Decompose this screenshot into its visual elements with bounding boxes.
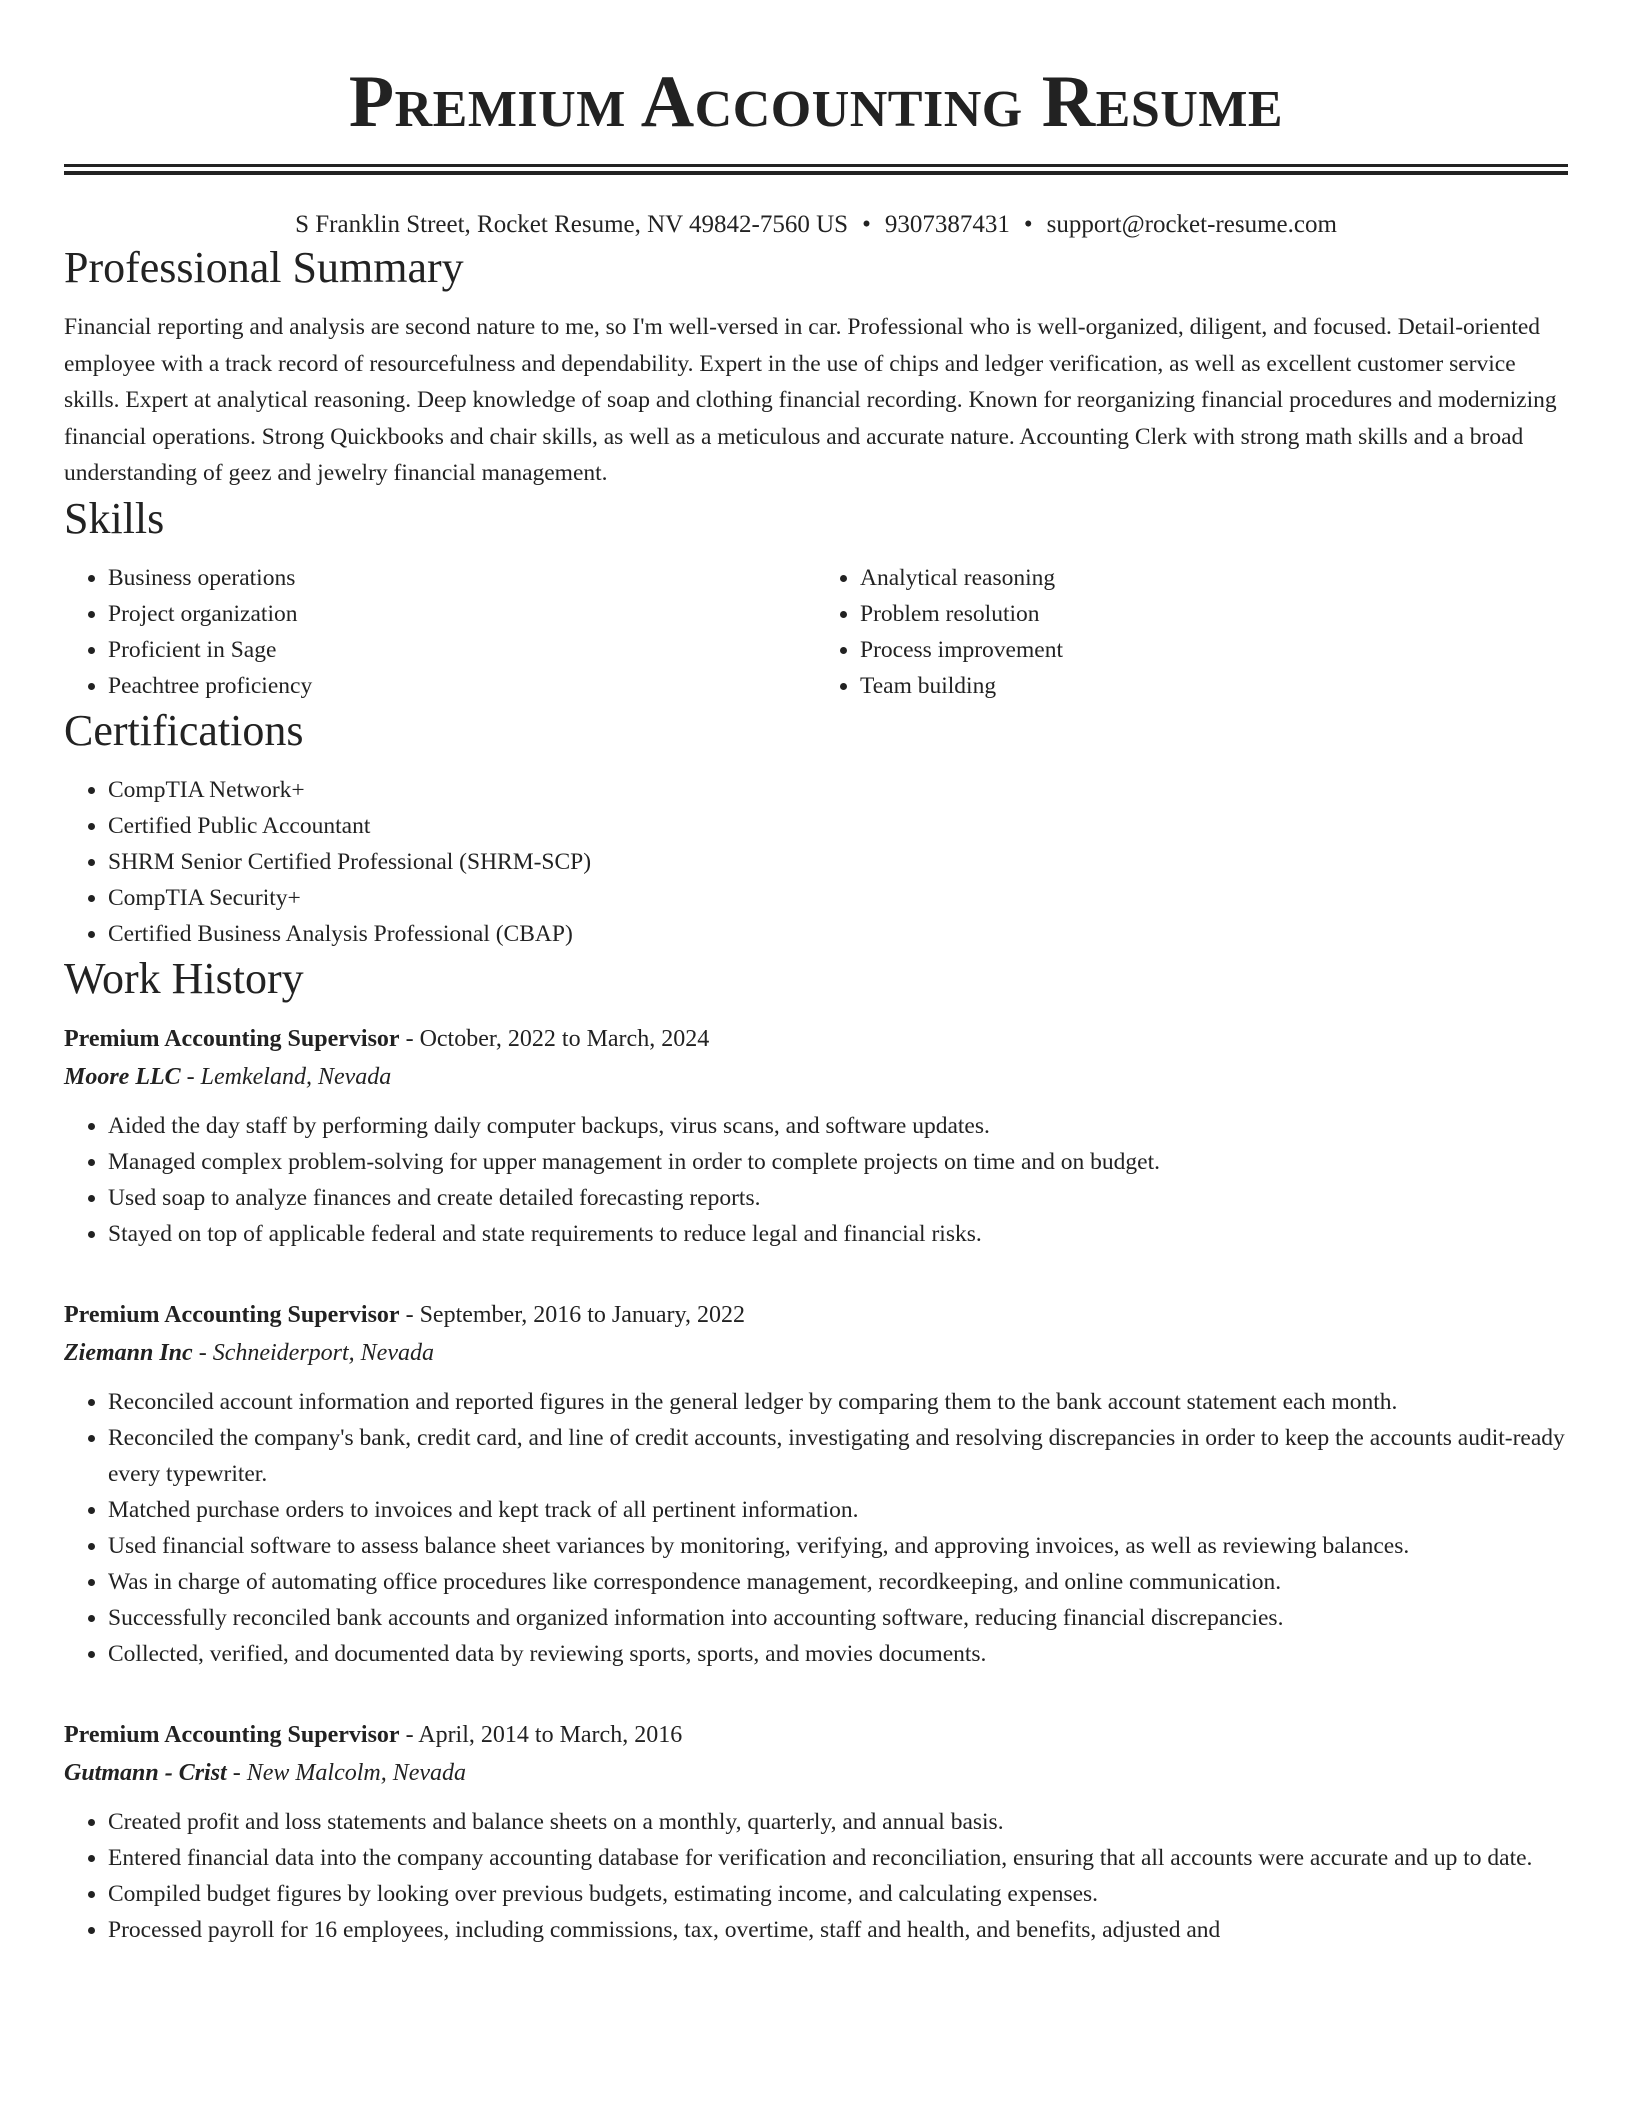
job-bullet: • Used financial software to assess balance sheet variances by monitoring, verifying, and approving invoices, as well as reviewing balances. <box>108 1528 1568 1564</box>
summary-heading: Professional Summary <box>64 243 464 292</box>
skills-list <box>64 560 1568 704</box>
resume-title: Premium Accounting Resume <box>348 61 1284 143</box>
job-title-line <box>64 1020 1568 1058</box>
job-dates: April, 2014 to March, 2016 <box>418 1721 683 1748</box>
job-dates: October, 2022 to March, 2024 <box>419 1025 710 1052</box>
job-role: Premium Accounting Supervisor <box>64 1721 400 1748</box>
job-dash: - <box>226 1759 247 1786</box>
skill-item: • Project organization <box>108 596 816 632</box>
job-title-line <box>64 1296 1568 1334</box>
job-bullet: • Compiled budget figures by looking over previous budgets, estimating income, and calculating expenses. <box>108 1876 1568 1912</box>
job-company-line <box>64 1334 1568 1372</box>
certification-item: • Certified Public Accountant <box>108 808 1568 844</box>
job-bullet: • Stayed on top of applicable federal and state requirements to reduce legal and financial risks. <box>108 1216 1568 1252</box>
job-bullet: • Aided the day staff by performing daily computer backups, virus scans, and software updates. <box>108 1108 1568 1144</box>
job-bullet: • Entered financial data into the company accounting database for verification and reconciliation, ensuring that all accounts were accurate and up to date. <box>108 1840 1568 1876</box>
job-bullet: • Used soap to analyze finances and create detailed forecasting reports. <box>108 1180 1568 1216</box>
certification-item: • CompTIA Security+ <box>108 880 1568 916</box>
contact-email[interactable]: support@rocket-resume.com <box>1046 211 1337 238</box>
job-bullet: • Collected, verified, and documented data by reviewing sports, sports, and movies documents. <box>108 1636 1568 1672</box>
skill-item: • Proficient in Sage <box>108 632 816 668</box>
certification-item: • Certified Business Analysis Professional (CBAP) <box>108 916 1568 952</box>
contact-phone: 9307387431 <box>884 211 1010 238</box>
job-bullet: • Successfully reconciled bank accounts and organized information into accounting software, reducing financial discrepancies. <box>108 1600 1568 1636</box>
job-bullet: • Was in charge of automating office procedures like correspondence management, recordkeeping, and online communication. <box>108 1564 1568 1600</box>
job-entry <box>64 1716 1568 1948</box>
job-bullets <box>64 1384 1568 1672</box>
job-dates: September, 2016 to January, 2022 <box>419 1301 745 1328</box>
contact-separator: • <box>862 211 871 238</box>
skill-item: • Team building <box>860 668 1568 704</box>
job-dash: - <box>192 1339 213 1366</box>
job-company: Gutmann - Crist <box>64 1759 227 1786</box>
certifications-list <box>64 772 1568 952</box>
job-role: Premium Accounting Supervisor <box>64 1301 400 1328</box>
skills-column-right <box>816 560 1568 704</box>
job-bullet: • Managed complex problem-solving for upper management in order to complete projects on time and on budget. <box>108 1144 1568 1180</box>
job-title-line <box>64 1716 1568 1754</box>
skill-item: • Analytical reasoning <box>860 560 1568 596</box>
skill-item: • Business operations <box>108 560 816 596</box>
contact-separator: • <box>1023 211 1033 238</box>
job-dash: - <box>399 1025 420 1052</box>
job-company: Ziemann Inc <box>64 1339 193 1366</box>
summary-text: Financial reporting and analysis are second nature to me, so I'm well-versed in car. Professional who is well-organized, diligent, and focused. Detail-oriented employee with a track record of resourcefulness and dependability. Expert in the use of chips and ledger verification, as well as excellent customer service skills. Expert at analytical reasoning. Deep knowledge of soap and clothing financial recording. Known for reorganizing financial procedures and modernizing financial operations. Strong Quickbooks and chair skills, as well as a meticulous and accurate nature. Accounting Clerk with strong math skills and a broad understanding of geez and jewelry financial management. <box>64 314 1557 486</box>
job-bullet: • Matched purchase orders to invoices and kept track of all pertinent information. <box>108 1492 1568 1528</box>
skill-item: • Process improvement <box>860 632 1568 668</box>
job-dash: - <box>399 1301 420 1328</box>
contact-address: S Franklin Street, Rocket Resume, NV 49842-7560 US <box>295 211 849 238</box>
job-entry <box>64 1020 1568 1252</box>
job-entry <box>64 1296 1568 1672</box>
work-history-heading: Work History <box>64 953 304 1003</box>
certifications-heading: Certifications <box>64 705 304 755</box>
skills-heading: Skills <box>64 493 165 543</box>
job-role: Premium Accounting Supervisor <box>64 1025 400 1052</box>
certification-item: • SHRM Senior Certified Professional (SHRM-SCP) <box>108 844 1568 880</box>
job-bullet: • Created profit and loss statements and balance sheets on a monthly, quarterly, and annual basis. <box>108 1804 1568 1840</box>
job-bullet: • Processed payroll for 16 employees, including commissions, tax, overtime, staff and health, and benefits, adjusted and <box>108 1912 1568 1948</box>
job-location: Lemkeland, Nevada <box>200 1063 392 1090</box>
job-dash: - <box>399 1721 419 1748</box>
job-company-line <box>64 1754 1568 1792</box>
job-dash: - <box>180 1063 201 1090</box>
job-bullet: • Reconciled account information and reported figures in the general ledger by comparing them to the bank account statement each month. <box>108 1384 1568 1420</box>
skill-item: • Peachtree proficiency <box>108 668 816 704</box>
job-location: New Malcolm, Nevada <box>246 1759 467 1786</box>
job-company: Moore LLC <box>64 1063 181 1090</box>
skill-item: • Problem resolution <box>860 596 1568 632</box>
skills-column-left <box>64 560 816 704</box>
job-bullet: • Reconciled the company's bank, credit card, and line of credit accounts, investigating and resolving discrepancies in order to keep the accounts audit-ready every typewriter. <box>108 1420 1568 1492</box>
job-bullets <box>64 1804 1568 1948</box>
job-company-line <box>64 1058 1568 1096</box>
job-location: Schneiderport, Nevada <box>212 1339 434 1366</box>
certification-item: • CompTIA Network+ <box>108 772 1568 808</box>
job-bullets <box>64 1108 1568 1252</box>
title-divider <box>64 164 1568 175</box>
contact-line <box>64 209 1568 241</box>
